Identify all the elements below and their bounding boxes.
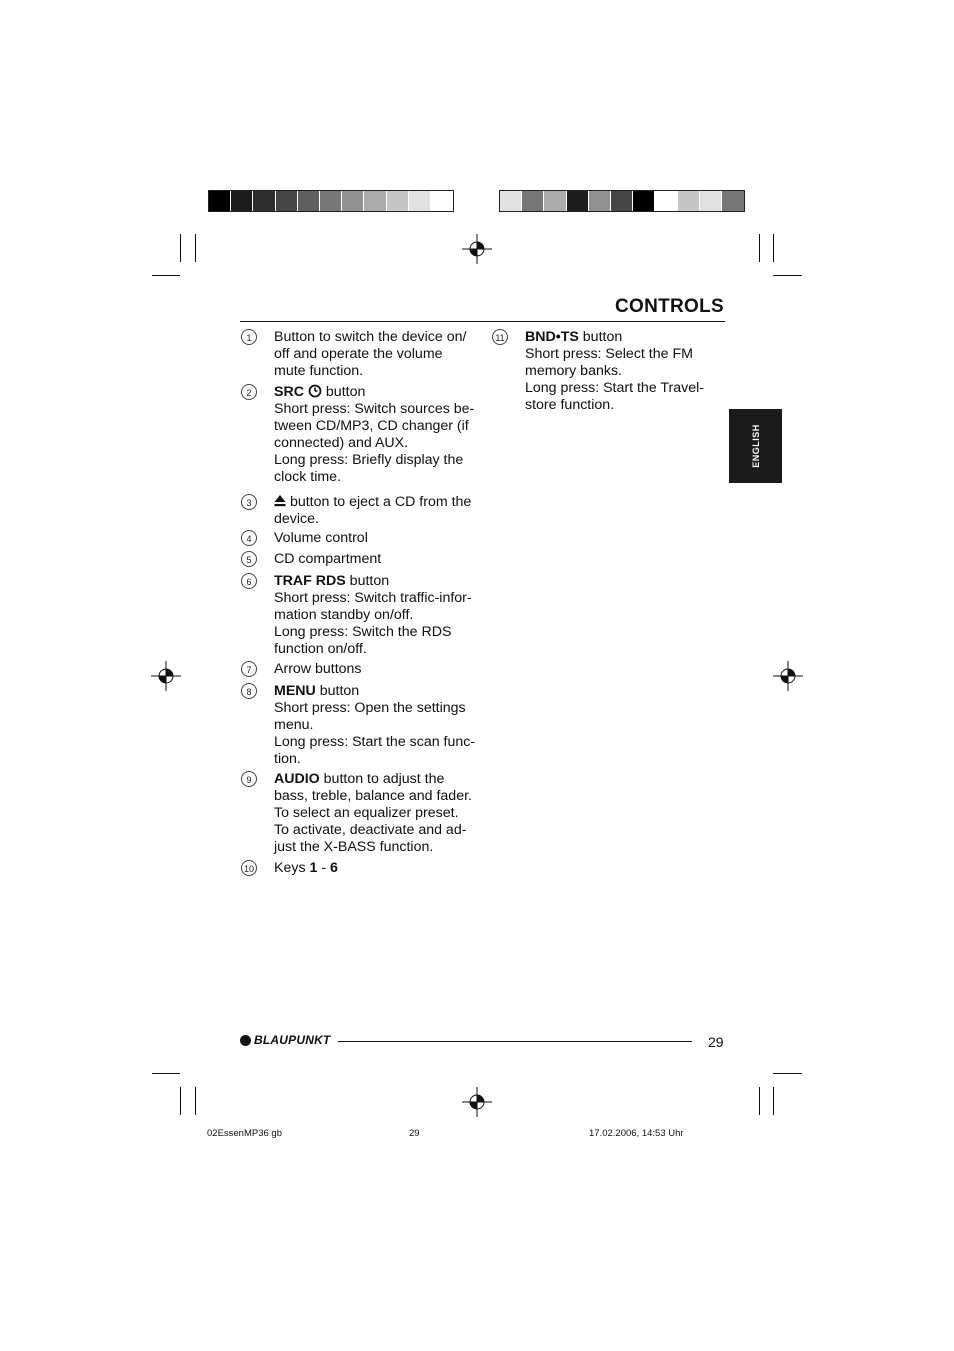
item-number-badge: 7 [241,661,257,677]
color-swatch [544,191,566,211]
crop-mark [773,275,802,276]
description-line: Long press: Start the scan func- [274,733,476,750]
language-tab [729,409,782,483]
item-description: AUDIO button to adjust the bass, treble, balance and fader. To select an equalizer preset. To activate, deactivate and ad- just the X-BASS function. [274,771,479,856]
color-swatch [522,191,544,211]
crop-mark [773,234,774,262]
color-swatch [567,191,589,211]
button-name: AUDIO [274,771,320,787]
page-number: 29 [708,1034,724,1050]
item-number-badge: 11 [492,329,508,345]
crop-mark [195,1087,196,1115]
description-line: Short press: Switch traffic-infor- [274,589,472,606]
registration-target-icon [773,661,803,691]
description-line: To select an equalizer preset. [274,804,459,821]
button-name: 1 [309,860,318,876]
description-line: Volume control [274,530,368,546]
description-line: off and operate the volume [274,345,443,362]
item-description [274,661,479,678]
description-line: just the X-BASS function. [274,838,434,855]
color-swatch [320,191,342,211]
registration-target-icon [462,234,492,264]
description-line: Button to switch the device on/ [274,329,467,345]
crop-mark [759,1087,760,1115]
crop-mark [180,234,181,262]
crop-mark [759,234,760,262]
description-line: Short press: Switch sources be- [274,400,475,417]
color-swatch [298,191,320,211]
description-line: tion. [274,750,301,767]
color-swatch [700,191,722,211]
item-description [274,551,479,568]
button-name: SRC [274,384,304,400]
item-description [274,329,479,380]
crop-mark [195,234,196,262]
item-description: MENU button Short press: Open the settings menu. Long press: Start the scan func- tion. [274,683,479,768]
button-name: TRAF RDS [274,573,346,589]
language-tab-label: ENGLISH [750,424,761,468]
brand-dot-icon [240,1035,251,1046]
color-swatch [342,191,364,211]
item-number-badge: 1 [241,329,257,345]
page-title: CONTROLS [614,296,724,317]
clock-icon [308,384,322,398]
color-swatch [589,191,611,211]
description-line: mute function. [274,362,364,379]
color-swatch [633,191,655,211]
color-swatch [387,191,409,211]
description-line: Arrow buttons [274,661,362,677]
color-swatch [431,191,453,211]
item-number-badge: 10 [241,860,257,876]
item-description: Keys 1 - 6 [274,860,338,876]
registration-target-icon [151,661,181,691]
color-swatch [678,191,700,211]
registration-target-icon [462,1087,492,1117]
slug-date: 17.02.2006, 14:53 Uhr [589,1128,684,1139]
slug-file: 02EssenMP36 gb [207,1128,282,1139]
description-line: Short press: Select the FM [525,345,693,362]
description-line: clock time. [274,468,342,485]
item-description [274,530,479,547]
description-line: Long press: Briefly display the [274,451,464,468]
description-line: bass, treble, balance and fader. [274,787,472,804]
item-number-badge: 5 [241,551,257,567]
description-line: Long press: Start the Travel- [525,379,705,396]
item-number-badge: 3 [241,494,257,510]
item-description: SRC button Short press: Switch sources be- tween CD/MP3, CD changer (if connected) and AUX. Long press: Briefly display the clock time. [274,384,479,485]
color-swatch [364,191,386,211]
color-swatch [209,191,231,211]
item-description: BND•TS button Short press: Select the FM memory banks. Long press: Start the Travel- store function. [525,329,730,414]
description-line: memory banks. [525,362,622,379]
description-line: menu. [274,716,314,733]
description-line: store function. [525,396,615,413]
button-name: MENU [274,683,316,699]
color-bar-right [499,190,745,212]
color-swatch [722,191,744,211]
color-swatch [611,191,633,211]
brand-name: BLAUPUNKT [254,1033,331,1047]
description-line: device. [274,510,319,527]
slug-page: 29 [409,1128,420,1139]
color-swatch [253,191,275,211]
color-swatch [500,191,522,211]
crop-mark [180,1087,181,1115]
description-line: CD compartment [274,551,382,567]
item-number-badge: 9 [241,771,257,787]
button-name: BND•TS [525,329,579,345]
color-swatch [409,191,431,211]
color-swatch [231,191,253,211]
heading-rule [240,321,725,322]
item-number-badge: 2 [241,384,257,400]
crop-mark [773,1073,802,1074]
crop-mark [773,1087,774,1115]
color-swatch [276,191,298,211]
item-number-badge: 6 [241,573,257,589]
description-line: Long press: Switch the RDS [274,623,452,640]
description-line: Short press: Open the settings [274,699,466,716]
item-description: button to eject a CD from the device. [274,494,479,528]
item-number-badge: 4 [241,530,257,546]
item-description: TRAF RDS button Short press: Switch traffic-infor- mation standby on/off. Long press: Switch the RDS function on/off. [274,573,479,658]
description-line: To activate, deactivate and ad- [274,821,467,838]
crop-mark [152,1073,180,1074]
color-swatch [655,191,677,211]
description-line: mation standby on/off. [274,606,414,623]
footer-rule [338,1041,692,1042]
brand-logo [240,1033,330,1047]
description-line: function on/off. [274,640,367,657]
crop-mark [152,275,180,276]
eject-icon [274,494,286,507]
description-line: tween CD/MP3, CD changer (if [274,417,469,434]
color-bar-left [208,190,454,212]
description-line: connected) and AUX. [274,434,409,451]
item-number-badge: 8 [241,683,257,699]
